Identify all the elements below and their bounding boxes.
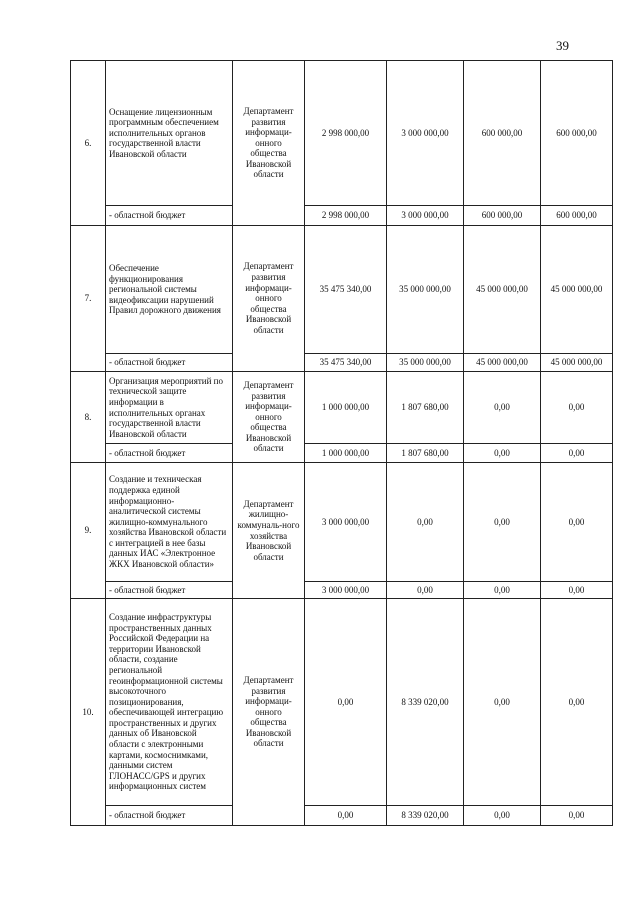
- budget-amount-cell: 0,00: [541, 582, 613, 599]
- amount-cell: 0,00: [541, 463, 613, 582]
- budget-label: - областной бюджет: [106, 354, 233, 372]
- amount-cell: 600 000,00: [541, 61, 613, 206]
- budget-label: - областной бюджет: [106, 806, 233, 826]
- amount-cell: 1 807 680,00: [387, 372, 464, 444]
- budget-amount-cell: 45 000 000,00: [541, 354, 613, 372]
- budget-amount-cell: 0,00: [464, 582, 541, 599]
- budget-amount-cell: 0,00: [541, 806, 613, 826]
- row-number: 9.: [71, 463, 106, 599]
- budget-amount-cell: 3 000 000,00: [387, 206, 464, 226]
- amount-cell: 35 475 340,00: [305, 226, 387, 354]
- amount-cell: 35 000 000,00: [387, 226, 464, 354]
- budget-table: [70, 60, 613, 826]
- budget-amount-cell: 0,00: [464, 806, 541, 826]
- budget-amount-cell: 3 000 000,00: [305, 582, 387, 599]
- budget-amount-cell: 0,00: [305, 806, 387, 826]
- amount-cell: 0,00: [387, 463, 464, 582]
- amount-cell: 1 000 000,00: [305, 372, 387, 444]
- responsible-department: Департамент развития информаци-онного общества Ивановской области: [233, 61, 305, 226]
- amount-cell: 45 000 000,00: [464, 226, 541, 354]
- responsible-department: Департамент жилищно-коммуналь-ного хозяйства Ивановской области: [233, 463, 305, 599]
- responsible-department: Департамент развития информаци-онного общества Ивановской области: [233, 372, 305, 463]
- budget-amount-cell: 0,00: [541, 444, 613, 463]
- page-number: 39: [556, 38, 569, 53]
- budget-label: - областной бюджет: [106, 444, 233, 463]
- amount-cell: 2 998 000,00: [305, 61, 387, 206]
- amount-cell: 600 000,00: [464, 61, 541, 206]
- amount-cell: 0,00: [305, 599, 387, 806]
- budget-amount-cell: 35 475 340,00: [305, 354, 387, 372]
- budget-amount-cell: 45 000 000,00: [464, 354, 541, 372]
- row-number: 6.: [71, 61, 106, 226]
- budget-amount-cell: 1 000 000,00: [305, 444, 387, 463]
- budget-amount-cell: 2 998 000,00: [305, 206, 387, 226]
- activity-name: Оснащение лицензионным программным обеспечением исполнительных органов государственной власти Ивановской области: [106, 61, 233, 206]
- responsible-department: Департамент развития информаци-онного общества Ивановской области: [233, 226, 305, 372]
- amount-cell: 3 000 000,00: [387, 61, 464, 206]
- budget-amount-cell: 0,00: [464, 444, 541, 463]
- activity-name: Организация мероприятий по технической защите информации в исполнительных органах государственной власти Ивановской области: [106, 372, 233, 444]
- amount-cell: 0,00: [464, 372, 541, 444]
- amount-cell: 0,00: [464, 463, 541, 582]
- budget-amount-cell: 600 000,00: [541, 206, 613, 226]
- budget-amount-cell: 1 807 680,00: [387, 444, 464, 463]
- amount-cell: 8 339 020,00: [387, 599, 464, 806]
- budget-amount-cell: 35 000 000,00: [387, 354, 464, 372]
- budget-label: - областной бюджет: [106, 206, 233, 226]
- amount-cell: 45 000 000,00: [541, 226, 613, 354]
- budget-label: - областной бюджет: [106, 582, 233, 599]
- row-number: 10.: [71, 599, 106, 826]
- budget-amount-cell: 600 000,00: [464, 206, 541, 226]
- amount-cell: 0,00: [541, 599, 613, 806]
- amount-cell: 0,00: [464, 599, 541, 806]
- row-number: 7.: [71, 226, 106, 372]
- row-number: 8.: [71, 372, 106, 463]
- budget-amount-cell: 8 339 020,00: [387, 806, 464, 826]
- activity-name: Создание инфраструктуры пространственных данных Российской Федерации на территории Ивановской области, создание региональной геоинформационной системы высокоточного позиционирования, обеспечивающей интеграцию пространственных и других данных об Ивановской области с электронными картами, космоснимками, данными систем ГЛОНАСС/GPS и других информационных систем: [106, 599, 233, 806]
- responsible-department: Департамент развития информаци-онного общества Ивановской области: [233, 599, 305, 826]
- activity-name: Обеспечение функционирования региональной системы видеофиксации нарушений Правил дорожного движения: [106, 226, 233, 354]
- amount-cell: 0,00: [541, 372, 613, 444]
- amount-cell: 3 000 000,00: [305, 463, 387, 582]
- budget-amount-cell: 0,00: [387, 582, 464, 599]
- activity-name: Создание и техническая поддержка единой информационно-аналитической системы жилищно-коммунального хозяйства Ивановской области с интеграцией в нее базы данных ИАС «Электронное ЖКХ Ивановской области»: [106, 463, 233, 582]
